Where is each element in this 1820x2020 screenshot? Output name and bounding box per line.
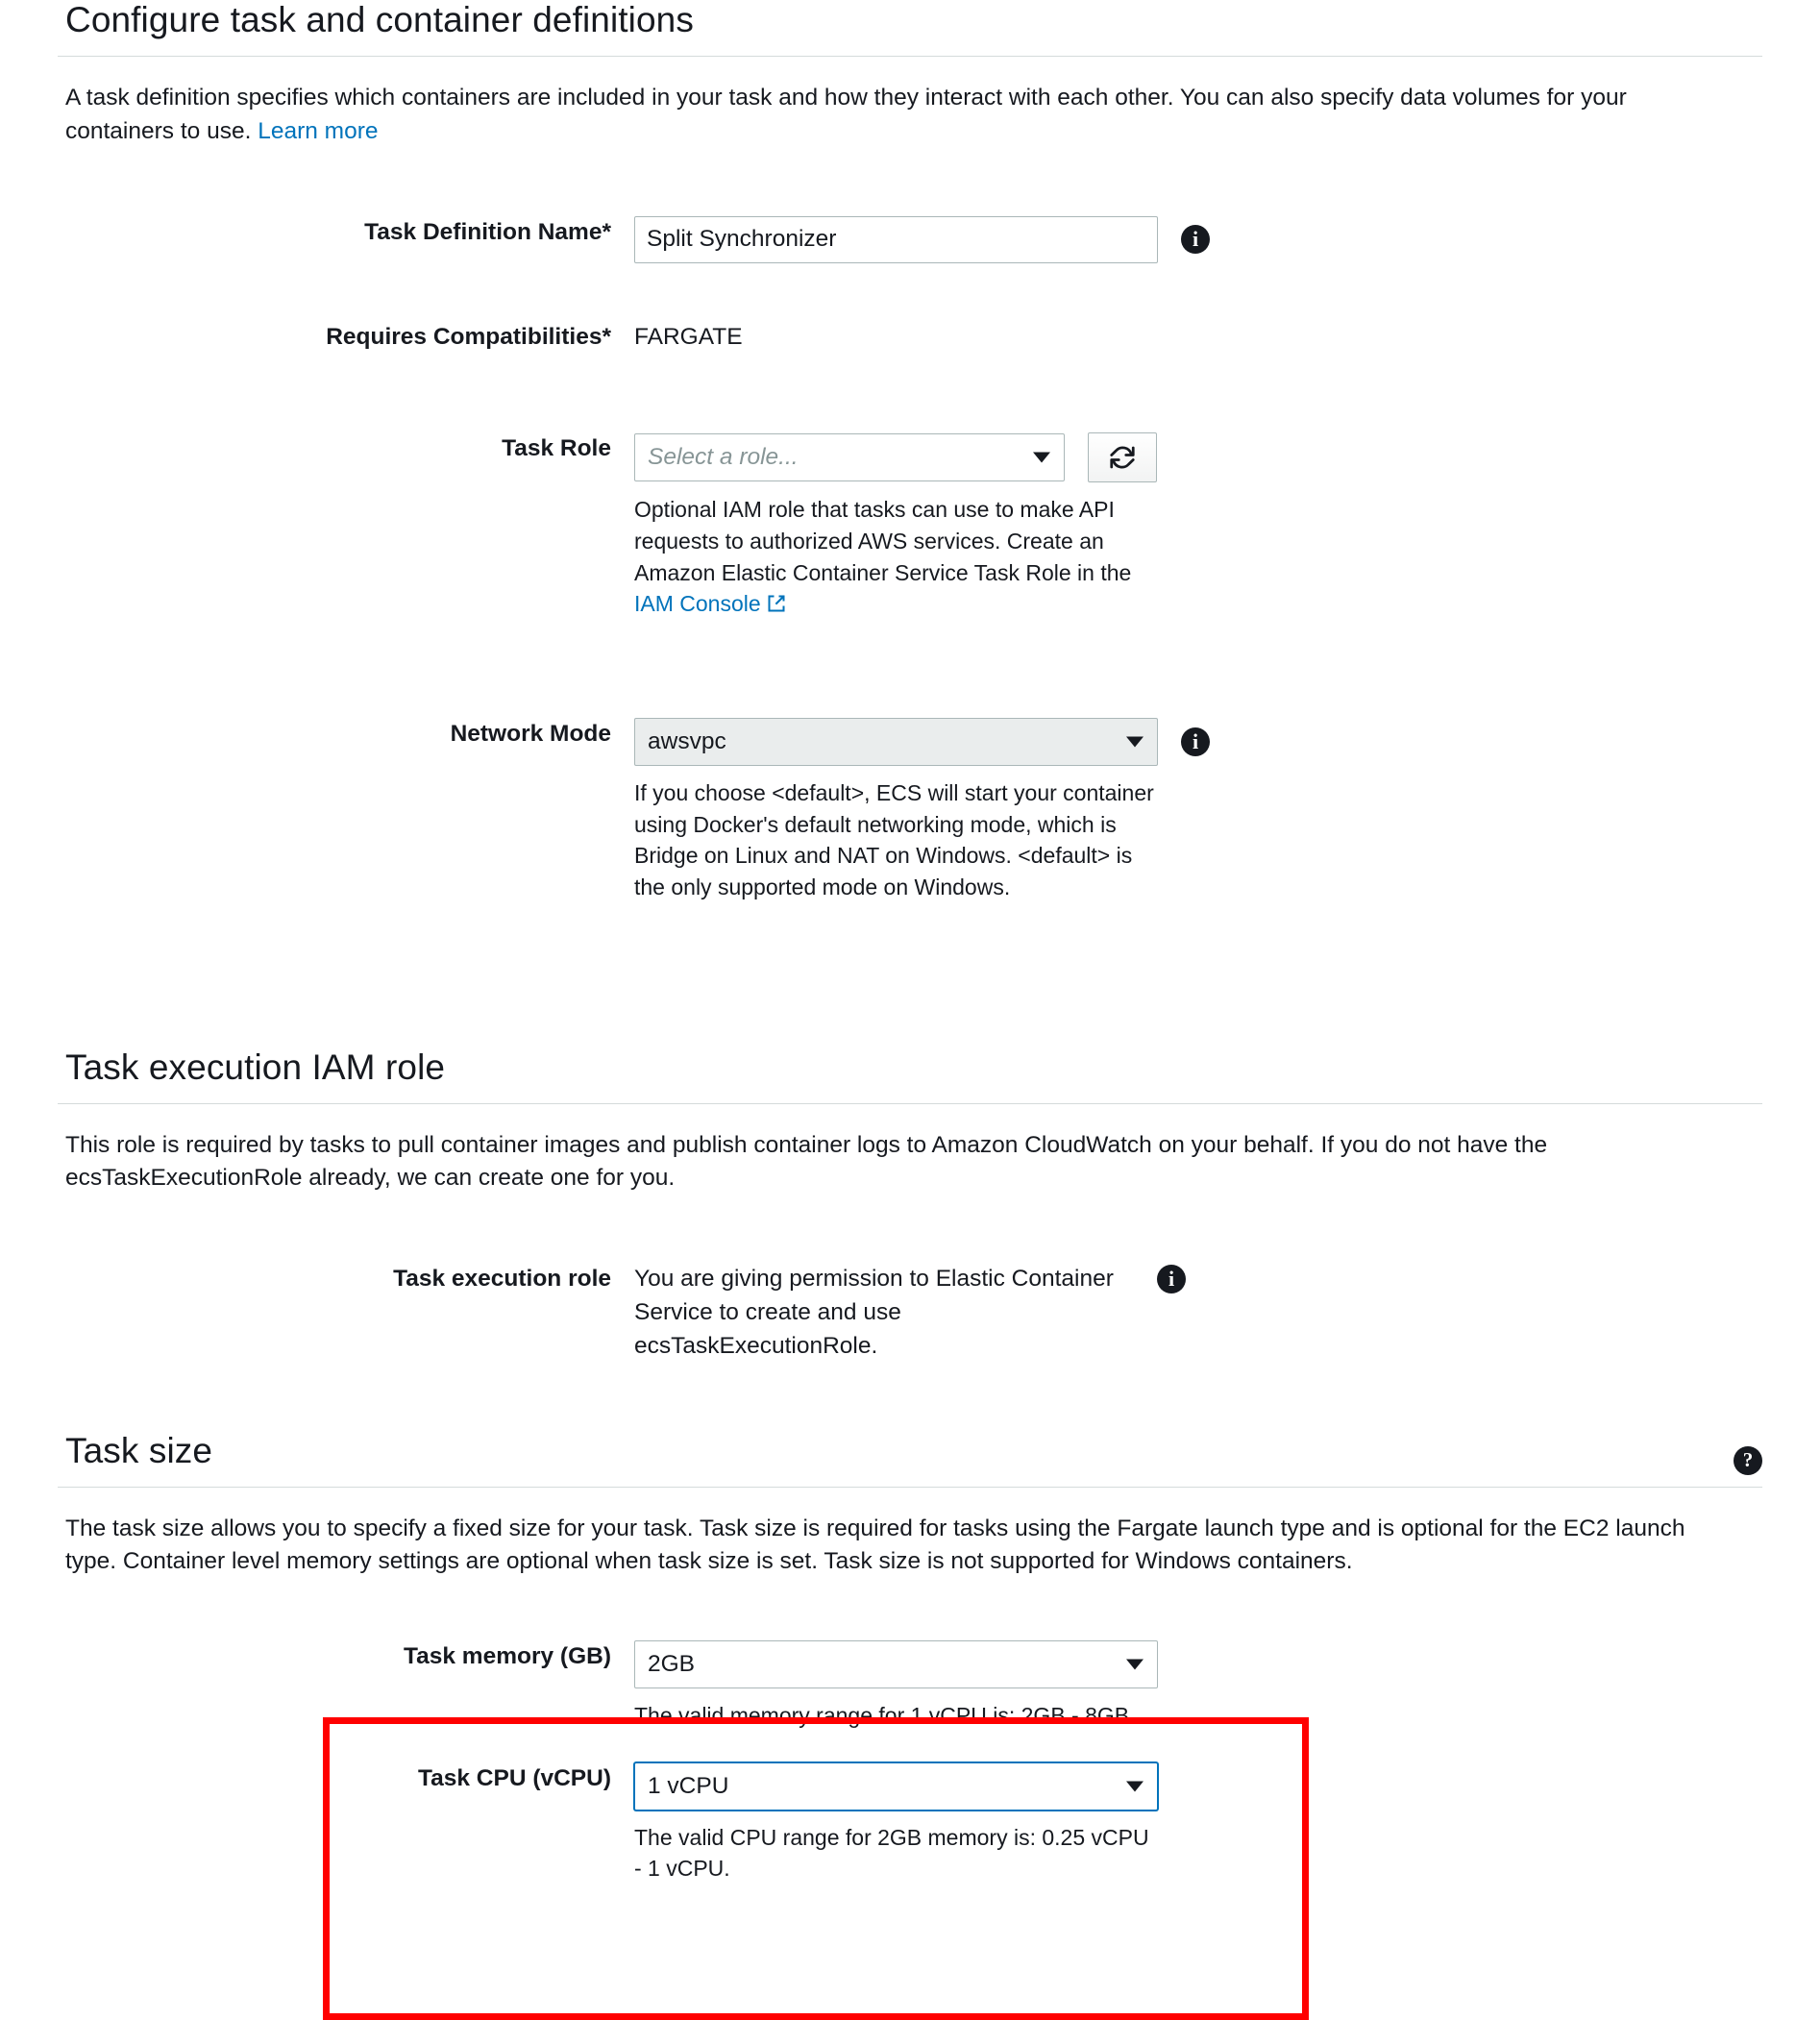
network-mode-label: Network Mode <box>450 720 611 747</box>
info-icon[interactable]: i <box>1181 225 1210 254</box>
requires-compatibilities-row <box>58 321 1762 355</box>
network-mode-select[interactable] <box>634 718 1158 766</box>
task-execution-role-heading: Task execution IAM role <box>65 1047 446 1087</box>
chevron-down-icon <box>1126 1660 1144 1670</box>
info-icon[interactable]: i <box>1181 727 1210 756</box>
chevron-down-icon <box>1126 1781 1144 1791</box>
task-memory-selected-value: 2GB <box>648 1651 696 1678</box>
task-memory-select[interactable] <box>634 1640 1158 1688</box>
page-title: Configure task and container definitions <box>65 0 694 39</box>
task-size-heading: Task size <box>65 1430 213 1470</box>
task-role-label: Task Role <box>502 435 611 462</box>
info-icon[interactable]: i <box>1157 1265 1186 1293</box>
requires-compatibilities-label: Requires Compatibilities* <box>326 323 611 350</box>
requires-compatibilities-value: FARGATE <box>634 323 743 350</box>
external-link-icon <box>767 590 786 622</box>
task-cpu-hint: The valid CPU range for 2GB memory is: 0.25 vCPU - 1 vCPU. <box>634 1824 1149 1882</box>
network-mode-selected-value: awsvpc <box>648 727 726 754</box>
task-role-hint <box>634 494 1172 622</box>
task-definition-name-label: Task Definition Name* <box>364 218 611 245</box>
task-cpu-select[interactable] <box>634 1762 1158 1811</box>
help-icon[interactable]: ? <box>1734 1446 1762 1475</box>
chevron-down-icon <box>1126 736 1144 747</box>
task-cpu-label: Task CPU (vCPU) <box>417 1764 611 1791</box>
iam-console-link-label: IAM Console <box>634 591 761 617</box>
task-size-section-header <box>58 1431 1762 1488</box>
page-intro-text: A task definition specifies which containers are included in your task and how they interact with each other. You can also specify data volumes for your containers to use. <box>65 85 1627 144</box>
task-cpu-selected-value: 1 vCPU <box>648 1772 729 1799</box>
network-mode-row <box>58 718 1762 903</box>
refresh-roles-button[interactable] <box>1088 432 1157 482</box>
task-memory-row <box>58 1640 1762 1732</box>
task-execution-role-row <box>58 1263 1762 1363</box>
configure-task-section-header <box>58 0 1762 57</box>
task-role-select[interactable] <box>634 433 1065 481</box>
task-role-selected-value: Select a role... <box>648 444 799 471</box>
page-intro <box>65 82 1689 149</box>
task-role-hint-text: Optional IAM role that tasks can use to make API requests to authorized AWS services. Create an Amazon Elastic Container Service Task Role in the <box>634 497 1132 585</box>
iam-console-link[interactable] <box>634 591 786 616</box>
task-size-description: The task size allows you to specify a fixed size for your task. Task size is required for tasks using the Fargate launch type and is optional for the EC2 launch type. Container level memory settings are optional when task size is set. Task size is not supported for Windows containers. <box>65 1515 1685 1575</box>
task-execution-role-label: Task execution role <box>393 1266 611 1293</box>
learn-more-link[interactable]: Learn more <box>258 117 379 144</box>
chevron-down-icon <box>1033 453 1050 463</box>
task-memory-label: Task memory (GB) <box>403 1643 611 1670</box>
refresh-icon <box>1108 443 1137 472</box>
task-execution-role-section-header <box>58 1047 1762 1104</box>
task-role-row <box>58 432 1762 622</box>
task-execution-role-value: You are giving permission to Elastic Container Service to create and use ecsTaskExecutionRole. <box>634 1266 1114 1359</box>
task-cpu-row <box>58 1762 1762 1885</box>
task-execution-role-description: This role is required by tasks to pull container images and publish container logs to Amazon CloudWatch on your behalf. If you do not have the ecsTaskExecutionRole already, we can create one for you. <box>65 1131 1548 1192</box>
task-memory-hint: The valid memory range for 1 vCPU is: 2GB - 8GB. <box>634 1703 1136 1729</box>
task-definition-name-row <box>58 216 1762 263</box>
task-definition-name-input[interactable] <box>634 216 1158 263</box>
network-mode-hint: If you choose <default>, ECS will start your container using Docker's default networking mode, which is Bridge on Linux and NAT on Windows. <default> is the only supported mode on Windows. <box>634 779 1154 899</box>
